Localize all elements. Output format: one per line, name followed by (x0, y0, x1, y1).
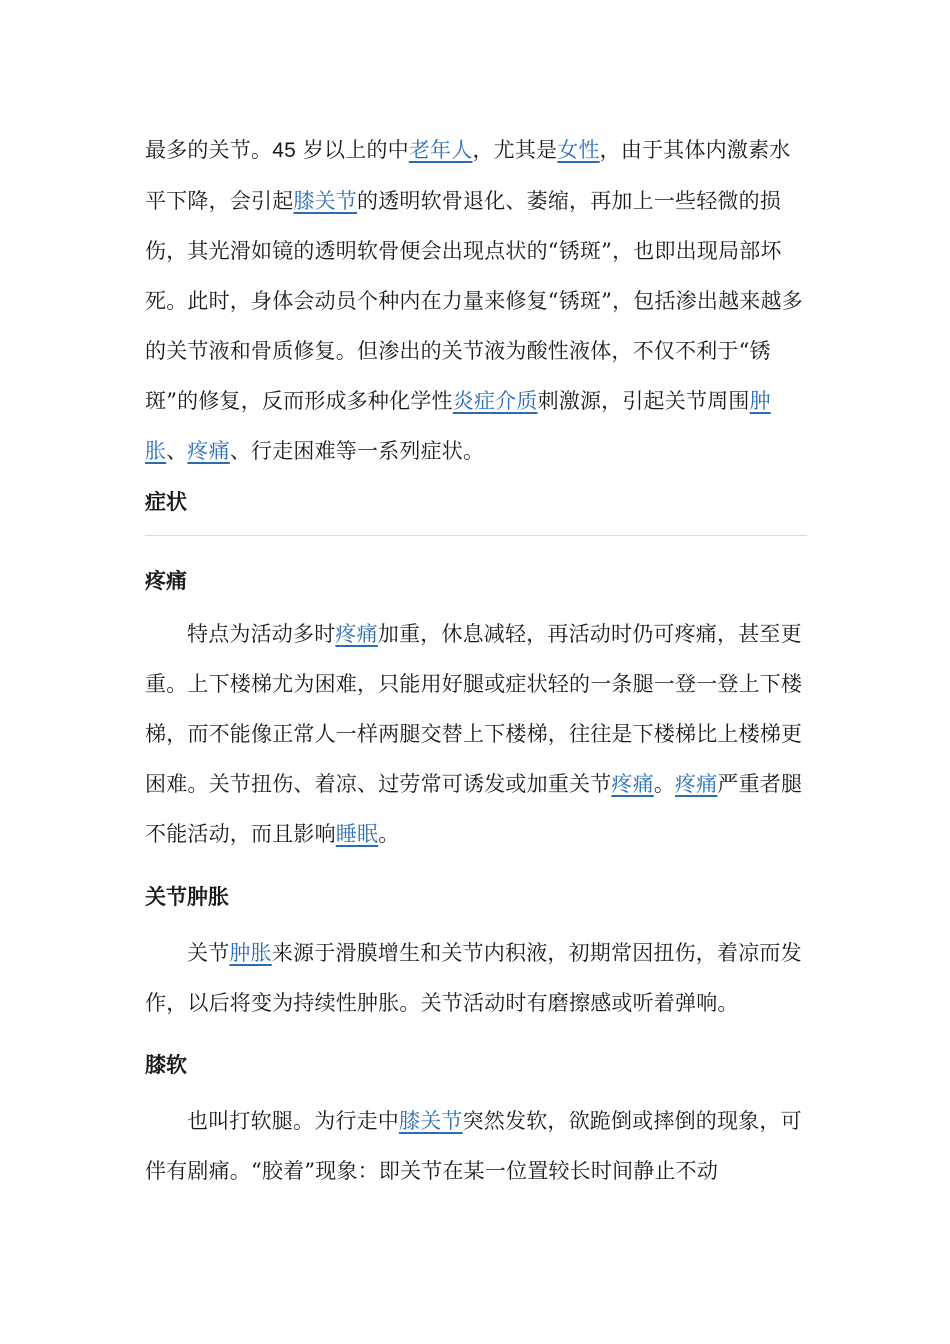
text: ，由于其体内激素水平下降，会引起 (145, 138, 791, 213)
link-pain[interactable]: 疼痛 (187, 439, 230, 463)
text: 也叫打软腿。为行走中 (187, 1109, 399, 1133)
subheading-pain: 疼痛 (145, 569, 187, 593)
link-female[interactable]: 女性 (557, 138, 600, 162)
link-sleep[interactable]: 睡眠 (335, 822, 379, 846)
text: 。 (378, 822, 400, 846)
text: 45 (272, 139, 296, 162)
link-pain[interactable]: 疼痛 (335, 622, 378, 646)
swelling-paragraph (145, 928, 807, 1028)
subheading-joint-swelling: 关节肿胀 (145, 885, 229, 909)
text: 刺激源，引起关节周围 (537, 389, 750, 413)
link-elderly[interactable]: 老年人 (408, 138, 473, 162)
link-swelling[interactable]: 肿胀 (145, 389, 771, 463)
text: 、 (166, 439, 188, 463)
link-knee-joint[interactable]: 膝关节 (293, 189, 358, 213)
link-pain[interactable]: 疼痛 (611, 772, 654, 796)
text: 、行走困难等一系列症状。 (229, 439, 485, 463)
pain-paragraph (145, 609, 807, 859)
link-knee-joint[interactable]: 膝关节 (399, 1109, 463, 1133)
text: 。 (653, 772, 676, 796)
text: 关节 (187, 941, 230, 965)
document-page (145, 125, 807, 1196)
text: 来源于滑膜增生和关节内积液，初期常因扭伤，着凉而发作，以后将变为持续性肿胀。关节活动时有磨擦感或听着弹响。 (145, 941, 802, 1015)
link-inflammatory-mediator[interactable]: 炎症介质 (452, 389, 538, 413)
text: 最多的关节。 (145, 138, 273, 162)
text: 严重者腿不能活动，而且影响 (145, 772, 803, 846)
text: 特点为活动多时 (187, 622, 336, 646)
section-heading-symptoms: 症状 (145, 490, 187, 514)
intro-paragraph (145, 125, 807, 476)
text: 突然发软，欲跪倒或摔倒的现象，可伴有剧痛。“胶着”现象：即关节在某一位置较长时间静止不动 (145, 1109, 802, 1183)
text: 加重，休息减轻，再活动时仍可疼痛，甚至更重。上下楼梯尤为困难，只能用好腿或症状轻的一条腿一登一登上下楼梯，而不能像正常人一样两腿交替上下楼梯，往往是下楼梯比上楼梯更困难。关节扭伤、着凉、过劳常可诱发或加重关节 (145, 622, 803, 796)
weakness-paragraph (145, 1096, 807, 1196)
subheading-knee-weakness: 膝软 (145, 1053, 187, 1077)
text: 的透明软骨退化、萎缩，再加上一些轻微的损伤，其光滑如镜的透明软骨便会出现点状的“锈斑”，也即出现局部坏死。此时，身体会动员个种内在力量来修复“锈斑”，包括渗出越来越多的关节液和骨质修复。但渗出的关节液为酸性液体，不仅不利于“锈斑”的修复，反而形成多种化学性 (145, 189, 803, 413)
section-divider (145, 535, 807, 536)
text: 岁以上的中 (295, 138, 409, 162)
link-pain[interactable]: 疼痛 (675, 772, 718, 796)
link-swelling[interactable]: 肿胀 (229, 941, 272, 965)
text: ，尤其是 (472, 138, 558, 162)
